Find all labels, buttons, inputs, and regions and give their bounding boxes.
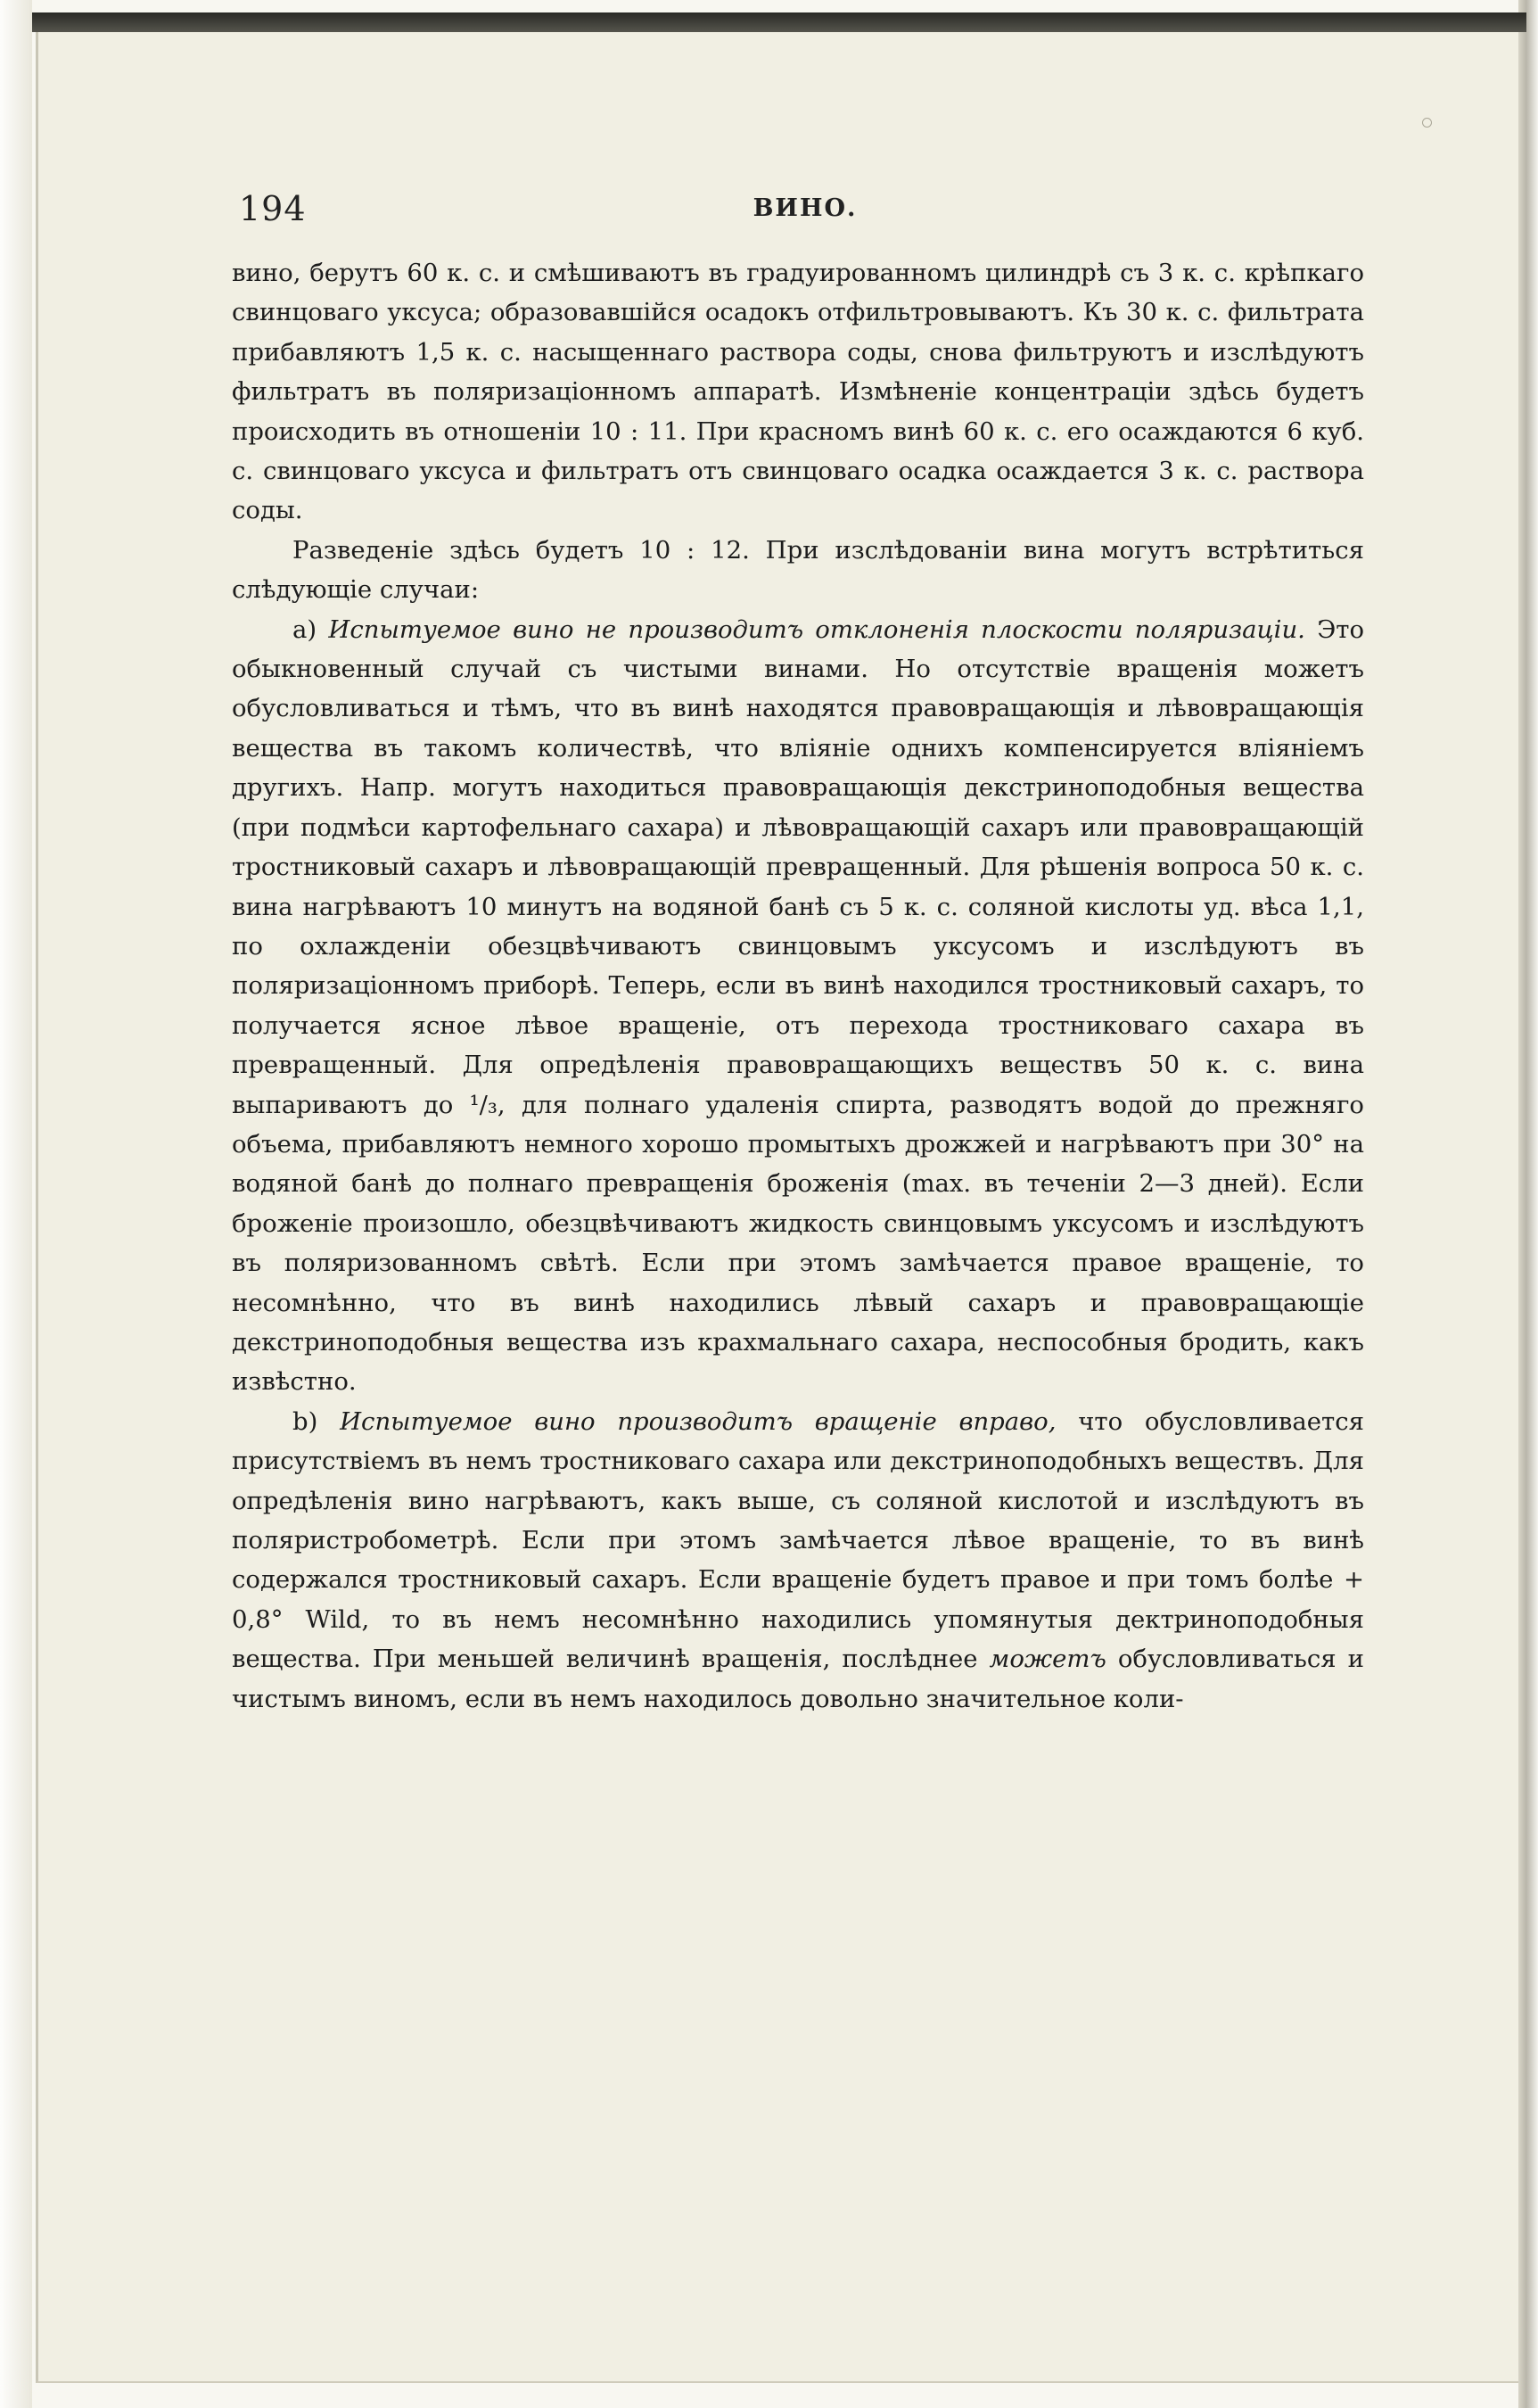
scan-right-edge [1518,0,1538,2408]
paragraph-1-text: вино, берутъ 60 к. с. и смѣшиваютъ въ градуированномъ цилиндрѣ съ 3 к. с. крѣпкаго свинцоваго уксуса; образовавшійся осадокъ отфильтровываютъ. Къ 30 к. с. фильтрата прибавляютъ 1,5 к. с. насыщеннаго раствора соды, снова фильтруютъ и изслѣдуютъ фильтратъ въ поляризаціонномъ аппаратѣ. Измѣненіе концентраціи здѣсь будетъ происходить въ отношеніи 10 : 11. При красномъ винѣ 60 к. с. его осаждаются 6 куб. с. свинцоваго уксуса и фильтратъ отъ свинцоваго осадка осаждается 3 к. с. раствора соды. [232,259,1364,525]
page-header [239,189,1371,234]
case-b-text-continued: обусловливаться и чистымъ виномъ, если въ немъ находилось довольно значительное коли- [232,1645,1364,1713]
case-b-marker: b) [292,1406,318,1436]
body-text [232,253,1364,1719]
scan-left-margin [0,0,32,2408]
paragraph-2 [232,531,1364,610]
scan-top-edge [32,12,1526,32]
case-b-heading: Испытуемое вино производитъ вращеніе вправо, [340,1406,1057,1436]
paragraph-2-text: Разведеніе здѣсь будетъ 10 : 12. При изслѣдованіи вина могутъ встрѣтиться слѣдующіе случаи: [232,535,1364,605]
paragraph-1 [232,253,1364,531]
case-a-marker: a) [292,614,317,644]
case-a-text: Это обыкновенный случай съ чистыми винами. Но отсутствіе вращенія можетъ обусловливаться и тѣмъ, что въ винѣ находятся правовращающія и лѣвовращающія вещества въ такомъ количествѣ, что вліяніе однихъ компенсируется вліяніемъ другихъ. Напр. могутъ находиться правовращающія декстриноподобныя вещества (при подмѣси картофельнаго сахара) и лѣвовращающій сахаръ или правовращающій тростниковый сахаръ и лѣвовращающій превращенный. Для рѣшенія вопроса 50 к. с. вина нагрѣваютъ 10 минутъ на водяной банѣ съ 5 к. с. соляной кислоты уд. вѣса 1,1, по охлажденіи обезцвѣчиваютъ свинцовымъ уксусомъ и изслѣдуютъ въ поляризаціонномъ приборѣ. Теперь, если въ винѣ находился тростниковый сахаръ, то получается ясное лѣвое вращеніе, отъ перехода тростниковаго сахара въ превращенный. Для опредѣленія правовращающихъ веществъ 50 к. с. вина выпариваютъ до ¹/₃, для полнаго удаленія спирта, разводятъ водой до прежняго объема, прибавляютъ немного хорошо промытыхъ дрожжей и нагрѣваютъ при 30° на водяной банѣ до полнаго превращенія броженія (max. въ теченіи 2—3 дней). Если броженіе произошло, обезцвѣчиваютъ жидкость свинцовымъ уксусомъ и изслѣдуютъ въ поляризованномъ свѣтѣ. Если при этомъ замѣчается правое вращеніе, то несомнѣнно, что въ винѣ находились лѣвый сахаръ и правовращающіе декстриноподобныя вещества изъ крахмальнаго сахара, неспособныя бродить, какъ извѣстно. [232,614,1364,1397]
paper-blemish [1422,118,1432,128]
page-number: 194 [239,189,307,228]
paragraph-case-b [232,1402,1364,1719]
case-b-emphasis: можетъ [989,1645,1106,1674]
paragraph-case-a [232,610,1364,1402]
case-a-heading: Испытуемое вино не производитъ отклоненія плоскости поляризаціи. [328,614,1305,644]
case-b-text: что обусловливается присутствіемъ въ немъ тростниковаго сахара или декстриноподобныхъ веществъ. Для опредѣленія вино нагрѣваютъ, какъ выше, съ соляной кислотой и изслѣдуютъ въ поляристробометрѣ. Если при этомъ замѣчается лѣвое вращеніе, то въ винѣ содержался тростниковый сахаръ. Если вращеніе будетъ правое и при томъ болѣе + 0,8° Wild, то въ немъ несомнѣнно находились упомянутыя дектриноподобныя вещества. При меньшей величинѣ вращенія, послѣднее [232,1406,1365,1674]
running-head: ВИНО. [753,194,858,222]
